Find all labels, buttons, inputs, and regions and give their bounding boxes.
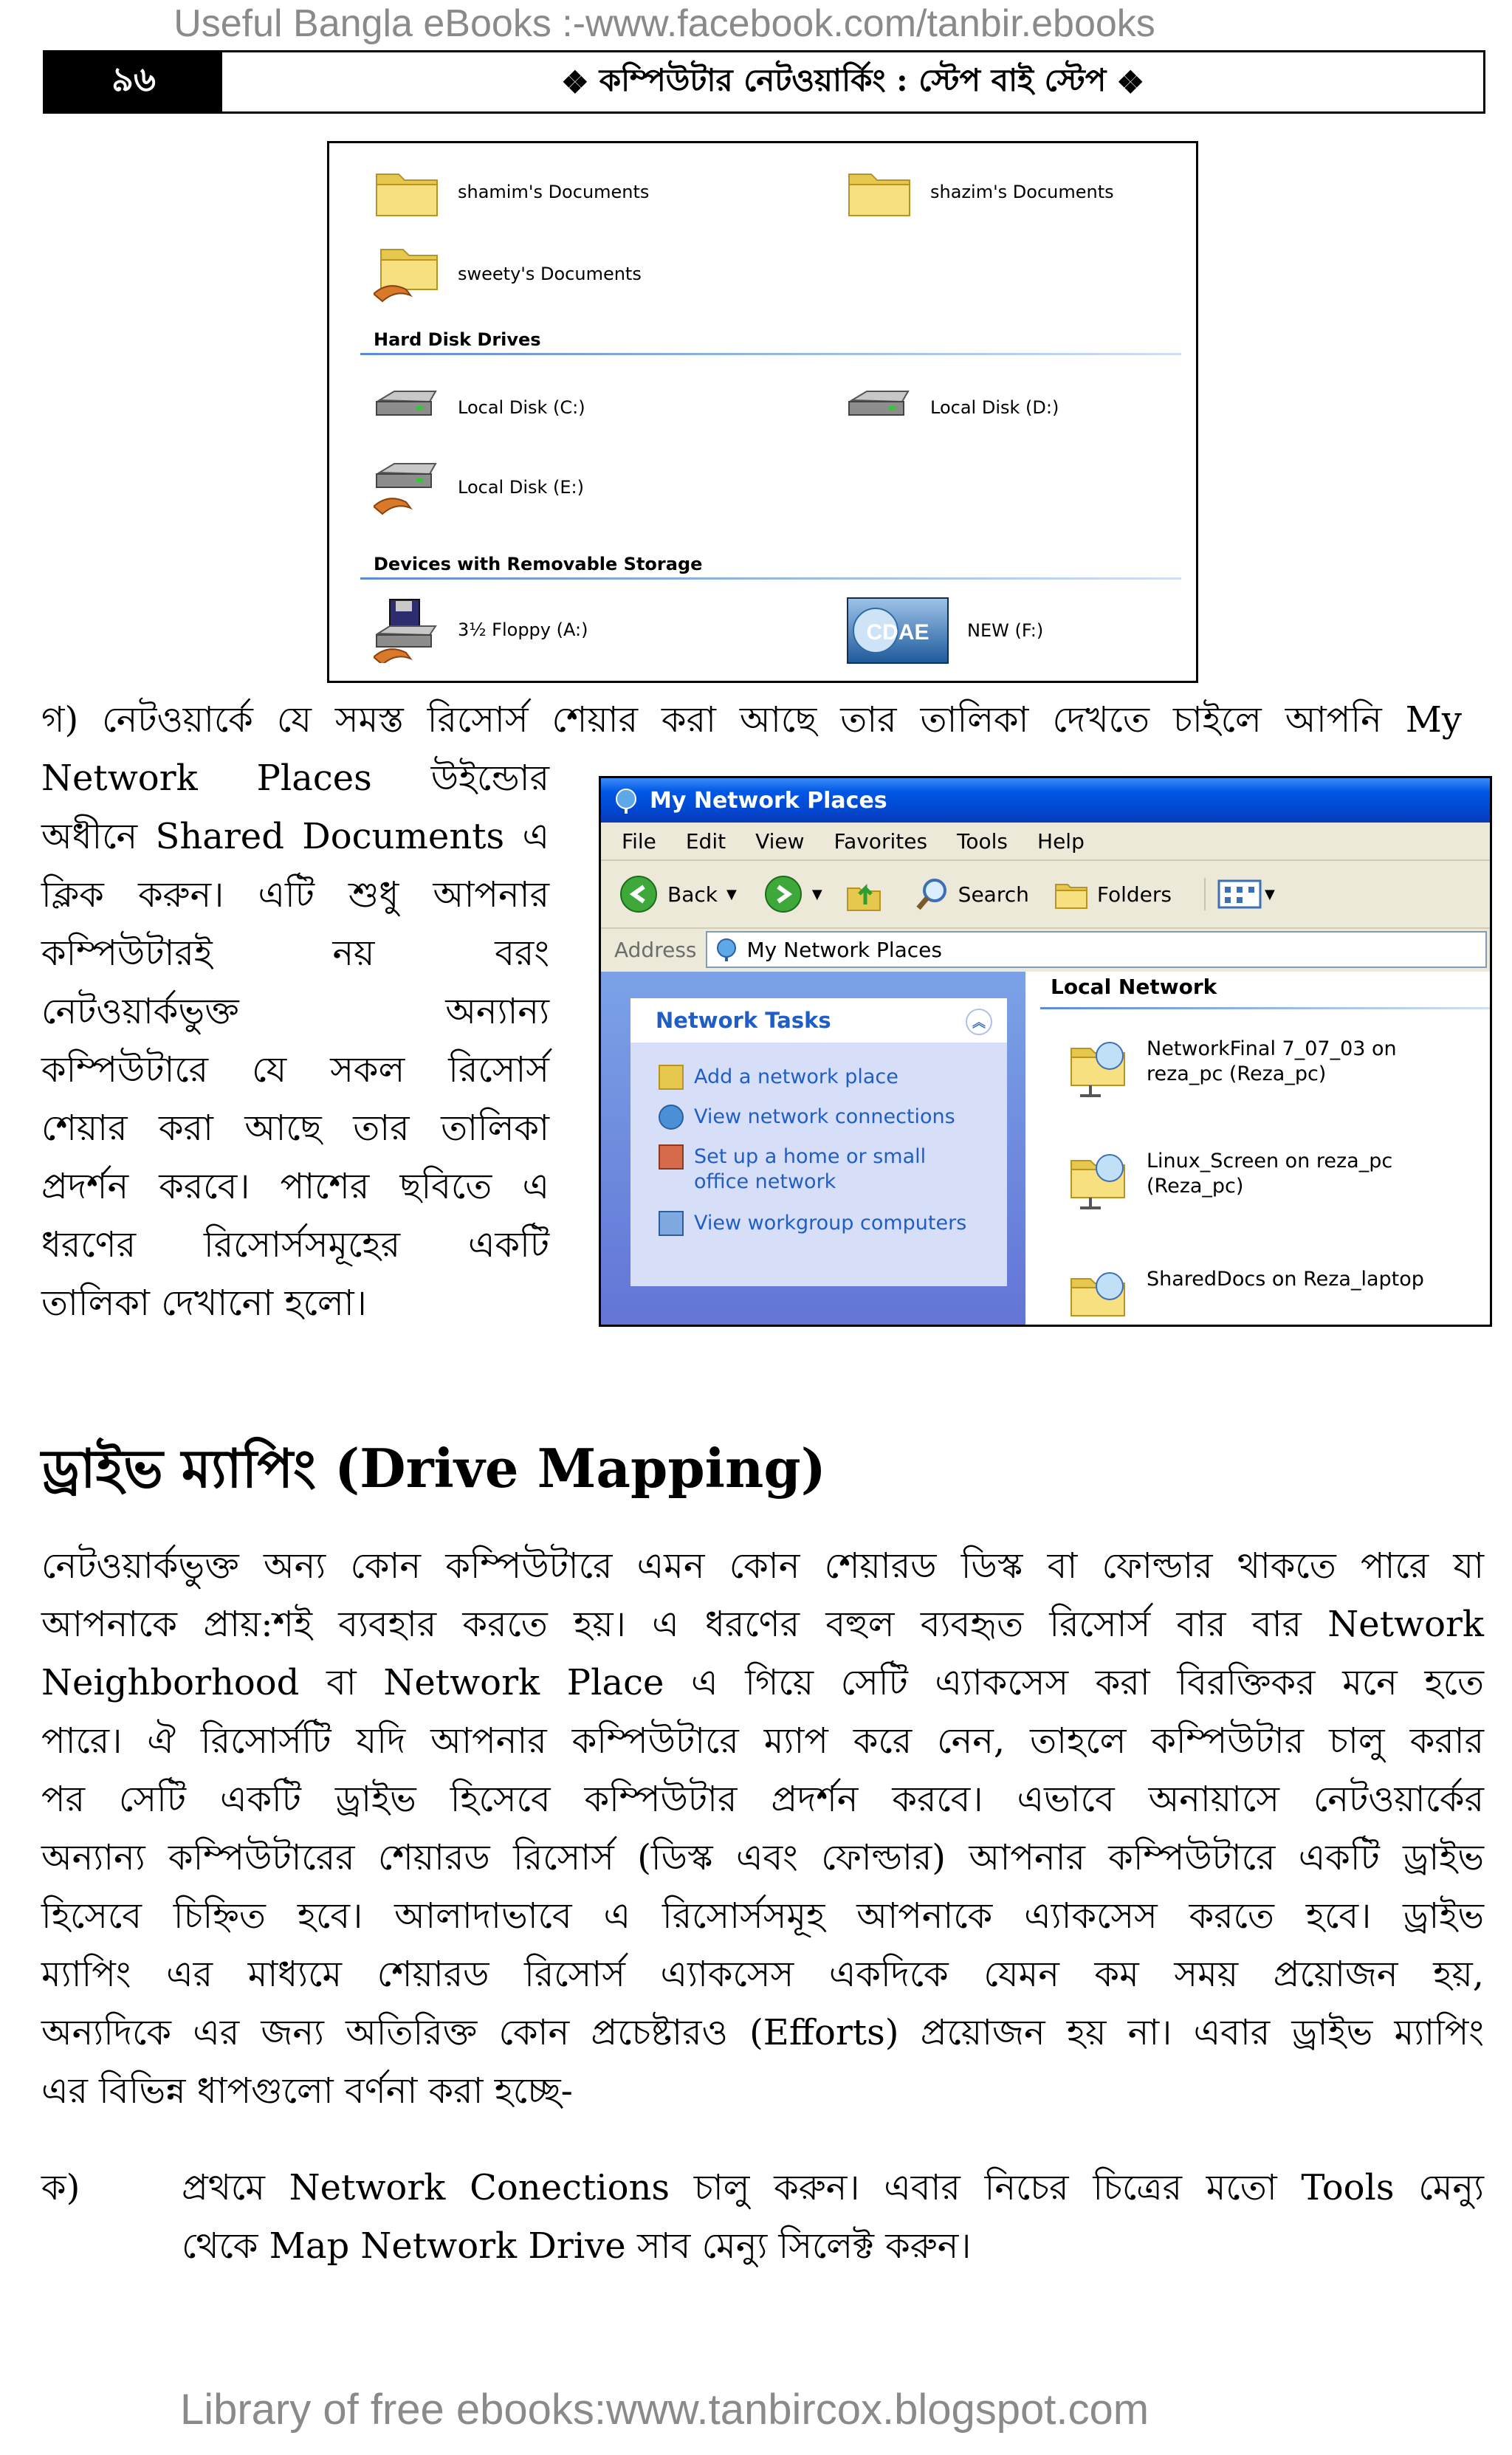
network-folder-icon: [1068, 1037, 1127, 1103]
folders-label: Folders: [1096, 882, 1172, 907]
bottom-watermark: Library of free ebooks:www.tanbircox.blogspot.com: [179, 2386, 1150, 2434]
toolbar: [601, 861, 1490, 929]
paragraph-line: আপনাকে প্রায়:শই ব্যবহার করতে হয়। এ ধরণের বহুল ব্যবহৃত রিসোর্স বার বার Network: [41, 1604, 1484, 1645]
my-computer-screenshot: [327, 141, 1198, 683]
para-ga-line: কম্পিউটারই নয় বরং: [41, 933, 549, 974]
section-divider: [360, 353, 1181, 355]
paragraph-line: Neighborhood বা Network Place এ গিয়ে সেটি এ্যাকসেস করা বিরক্তিকর মনে হতে: [41, 1662, 1484, 1703]
forward-button[interactable]: [763, 874, 822, 914]
network-tasks-title: Network Tasks: [656, 1008, 831, 1033]
drive-label: Local Disk (D:): [930, 397, 1059, 418]
menu-tools[interactable]: Tools: [957, 828, 1008, 854]
paragraph-line: হিসেবে চিহ্নিত হবে। আলাদাভাবে এ রিসোর্সসমূহ আপনাকে এ্যাকসেস করতে হবে। ড্রাইভ: [41, 1895, 1484, 1937]
share-label: Linux_Screen on reza_pc (Reza_pc): [1147, 1150, 1393, 1198]
my-network-places-window: [599, 776, 1492, 1327]
running-header: [43, 50, 1485, 114]
drive-item[interactable]: [374, 597, 588, 663]
views-icon: [1217, 878, 1262, 910]
para-ga-line: ধরণের রিসোর্সসমূহের একটি: [41, 1224, 549, 1266]
ornament-right: ❖: [1116, 63, 1144, 100]
back-arrow-icon: [619, 874, 659, 914]
network-share-item[interactable]: [1068, 1267, 1427, 1327]
drive-mapping-paragraph: [41, 1537, 1484, 2121]
menu-help[interactable]: Help: [1037, 828, 1085, 854]
task-label: Add a network place: [694, 1065, 898, 1088]
para-ga-line: Network Places উইন্ডোর: [41, 758, 549, 799]
forward-arrow-icon: [763, 874, 803, 914]
folder-item[interactable]: [846, 164, 1114, 220]
running-title: [222, 52, 1483, 111]
paragraph-line: অন্যান্য কম্পিউটারের শেয়ারড রিসোর্স (ডিস্ক এবং ফোল্ডার) আপনার কম্পিউটারে একটি ড্রাইভ: [41, 1837, 1484, 1878]
content-pane: [1025, 972, 1490, 1325]
folders-button[interactable]: [1053, 877, 1172, 911]
task-view-network-connections[interactable]: [659, 1105, 955, 1130]
cd-badge-text: CDAE: [866, 620, 929, 645]
hard-drive-icon: [846, 385, 913, 430]
network-folder-icon: [1068, 1267, 1127, 1327]
network-share-item[interactable]: [1068, 1037, 1427, 1103]
drive-item[interactable]: [846, 385, 1059, 430]
para-ga-line: ক্লিক করুন। এটি শুধু আপনার: [41, 874, 549, 916]
drive-item[interactable]: [846, 597, 1043, 665]
dropdown-arrow-icon: ▼: [1265, 886, 1275, 902]
back-button[interactable]: [619, 874, 737, 914]
search-button[interactable]: [914, 876, 1029, 913]
menu-edit[interactable]: Edit: [685, 828, 726, 854]
tasks-pane: [601, 972, 1025, 1325]
top-watermark: Useful Bangla eBooks :-www.facebook.com/tanbir.ebooks: [173, 2, 1155, 45]
views-button[interactable]: [1204, 878, 1275, 910]
drive-label: Local Disk (E:): [458, 477, 584, 498]
task-label: View workgroup computers: [694, 1212, 967, 1235]
home-network-icon: [659, 1144, 684, 1170]
back-label: Back: [667, 882, 718, 907]
paragraph-line: পর সেটি একটি ড্রাইভ হিসেবে কম্পিউটার প্রদর্শন করবে। এভাবে অনায়াসে নেটওয়ার্কের: [41, 1779, 1484, 1820]
para-ga-first-line: গ) নেটওয়ার্কে যে সমস্ত রিসোর্স শেয়ার করা আছে তার তালিকা দেখতে চাইলে আপনি My: [41, 699, 1462, 741]
paragraph-line: এর বিভিন্ন ধাপগুলো বর্ণনা করা হচ্ছে-: [41, 2070, 573, 2112]
menu-file[interactable]: File: [622, 828, 656, 854]
para-ga-body: [41, 749, 549, 1333]
menu-view[interactable]: View: [755, 828, 805, 854]
step-ka-text: [182, 2159, 1484, 2276]
network-places-icon: [713, 936, 740, 963]
network-tasks-header[interactable]: [630, 998, 1007, 1043]
step-line: থেকে Map Network Drive সাব মেন্যু সিলেক্ট করুন।: [182, 2225, 972, 2267]
shared-hard-drive-icon: [374, 458, 440, 517]
local-network-header: Local Network: [1051, 975, 1217, 999]
task-label: View network connections: [694, 1105, 955, 1128]
task-add-network-place[interactable]: [659, 1065, 898, 1090]
hard-drive-icon: [374, 385, 440, 430]
drive-label: NEW (F:): [967, 620, 1044, 641]
paragraph-line: নেটওয়ার্কভুক্ত অন্য কোন কম্পিউটারে এমন কোন শেয়ারড ডিস্ক বা ফোল্ডার থাকতে পারে যা: [41, 1545, 1484, 1587]
up-folder-icon[interactable]: [845, 875, 883, 913]
step-line: প্রথমে Network Conections চালু করুন। এবার নিচের চিত্রের মতো Tools মেন্যু: [182, 2167, 1484, 2208]
collapse-chevron-icon[interactable]: ︽: [966, 1009, 992, 1035]
task-view-workgroup-computers[interactable]: [659, 1211, 966, 1236]
network-share-item[interactable]: [1068, 1149, 1427, 1215]
folder-label: shamim's Documents: [458, 182, 650, 202]
drive-item[interactable]: [374, 458, 584, 517]
folder-label: sweety's Documents: [458, 264, 642, 284]
para-ga-line: নেটওয়ার্কভুক্ত অন্যান্য: [41, 991, 549, 1032]
para-ga-line: প্রদর্শন করবে। পাশের ছবিতে এ: [41, 1166, 549, 1207]
paragraph-line: ম্যাপিং এর মাধ্যমে শেয়ারড রিসোর্স এ্যাকসেস একদিকে যেমন কম সময় প্রয়োজন হয়,: [41, 1954, 1484, 1995]
address-field[interactable]: [706, 931, 1487, 968]
window-titlebar[interactable]: [601, 778, 1490, 823]
workgroup-computers-icon: [659, 1211, 684, 1236]
drive-item[interactable]: [374, 385, 585, 430]
floppy-drive-icon: [374, 597, 440, 663]
search-label: Search: [958, 882, 1029, 907]
menu-favorites[interactable]: Favorites: [834, 828, 928, 854]
folder-item[interactable]: [374, 242, 642, 306]
para-ga-line: তালিকা দেখানো হলো।: [41, 1283, 367, 1324]
hard-disk-section-title: Hard Disk Drives: [374, 329, 541, 350]
book-title: কম্পিউটার নেটওয়ার্কিং : স্টেপ বাই স্টেপ: [599, 61, 1107, 98]
window-title: My Network Places: [650, 787, 887, 814]
section-divider: [1040, 1007, 1490, 1009]
network-places-icon: [611, 786, 641, 815]
section-heading: ড্রাইভ ম্যাপিং (Drive Mapping): [41, 1437, 826, 1500]
add-network-place-icon: [659, 1065, 684, 1090]
paragraph-line: পারে। ঐ রিসোর্সটি যদি আপনার কম্পিউটারে ম্যাপ করে নেন, তাহলে কম্পিউটার চালু করার: [41, 1720, 1484, 1762]
para-ga-line: অধীনে Shared Documents এ: [41, 816, 549, 857]
step-marker: ক): [41, 2167, 80, 2208]
folder-icon: [374, 164, 440, 220]
section-divider: [360, 577, 1181, 580]
cd-drive-icon: [846, 597, 949, 665]
removable-section-title: Devices with Removable Storage: [374, 554, 703, 574]
network-connections-icon: [659, 1105, 684, 1130]
task-label: Set up a home or small office network: [694, 1145, 927, 1193]
search-icon: [914, 876, 951, 913]
network-folder-icon: [1068, 1149, 1127, 1215]
page-number: ৯৬: [45, 52, 222, 111]
dropdown-arrow-icon[interactable]: ▼: [726, 886, 737, 902]
drive-label: 3½ Floppy (A:): [458, 619, 588, 640]
para-ga-line: শেয়ার করা আছে তার তালিকা: [41, 1108, 549, 1149]
address-label: Address: [614, 937, 697, 962]
address-bar: [601, 929, 1490, 970]
para-ga-line: কম্পিউটারে যে সকল রিসোর্স: [41, 1049, 549, 1091]
folder-icon: [846, 164, 913, 220]
task-setup-home-network[interactable]: [659, 1144, 939, 1195]
shared-folder-icon: [374, 242, 440, 306]
paragraph-line: অন্যদিকে এর জন্য অতিরিক্ত কোন প্রচেষ্টারও (Efforts) প্রয়োজন হয় না। এবার ড্রাইভ ম্যাপিং: [41, 2012, 1484, 2053]
dropdown-arrow-icon[interactable]: ▼: [811, 886, 822, 902]
folder-label: shazim's Documents: [930, 182, 1114, 202]
ornament-left: ❖: [561, 63, 589, 100]
network-tasks-panel: [630, 998, 1007, 1286]
folders-icon: [1053, 877, 1090, 911]
share-label: SharedDocs on Reza_laptop: [1147, 1268, 1424, 1291]
share-label: NetworkFinal 7_07_03 on reza_pc (Reza_pc): [1147, 1037, 1397, 1085]
address-value: My Network Places: [746, 937, 942, 962]
folder-item[interactable]: [374, 164, 649, 220]
menu-bar: [601, 823, 1490, 861]
drive-label: Local Disk (C:): [458, 397, 585, 418]
